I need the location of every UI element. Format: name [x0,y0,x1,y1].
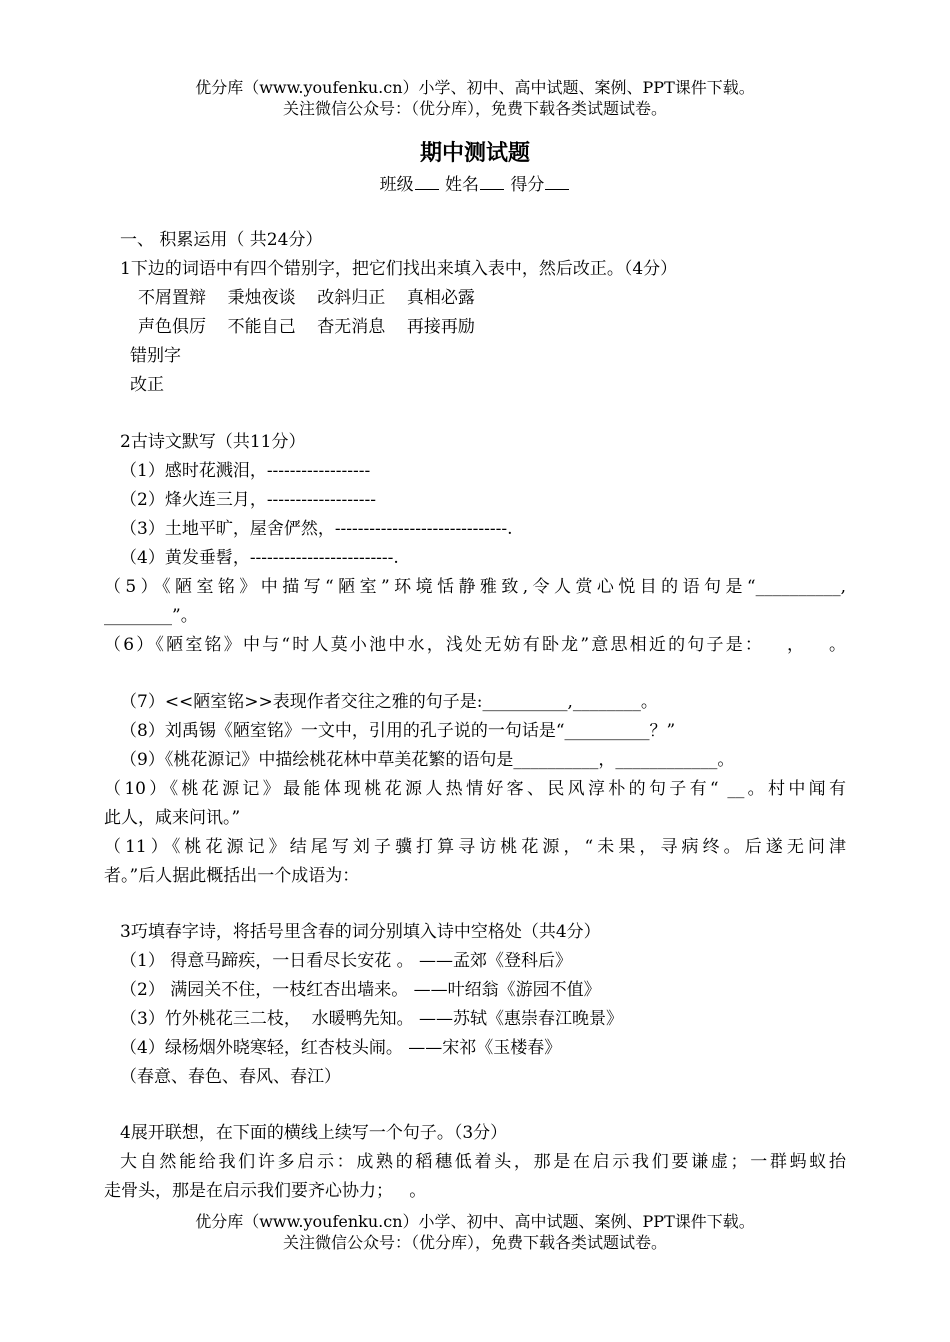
q3-line-1: （1） 得意马蹄疾，一日看尽长安花 。 ——孟郊《登科后》 [120,951,573,971]
q3-line-4: （4）绿杨烟外晓寒轻，红杏枝头闹。 ——宋祁《玉楼春》 [120,1038,562,1058]
class-blank [415,172,439,190]
q2-line-5b: ________”。 [104,606,198,626]
q2-line-10b: 此人，咸来问讯。” [104,808,241,828]
name-label: 姓名 [445,175,479,195]
q2-line-4: （4）黄发垂髫，-------------------------. [120,548,399,568]
q2-line-9: （9）《桃花源记》中描绘桃花林中草美花繁的语句是__________，____________。 [120,750,735,770]
q2-line-10a: （10）《桃花源记》最能体现桃花源人热情好客、民风淳朴的句子有“ __。村中闻有 [104,779,846,799]
q3-prompt: 3巧填春字诗，将括号里含春的词分别填入诗中空格处（共4分） [120,922,601,942]
page-title: 期中测试题 [419,141,530,166]
q1-label-fix: 改正 [130,375,164,395]
q2-line-1: （1）感时花溅泪，------------------ [120,461,371,481]
q2-line-11a: （11）《桃花源记》结尾写刘子骥打算寻访桃花源，“未果，寻病终。后遂无问津 [104,837,846,857]
q2-line-2: （2）烽火连三月，------------------- [120,490,376,510]
name-blank [480,172,504,190]
q2-line-6: （6）《陋室铭》中与“时人莫小池中水，浅处无妨有卧龙”意思相近的句子是： ， 。 [104,635,846,655]
q1-prompt: 1下边的词语中有四个错别字，把它们找出来填入表中，然后改正。（4分） [120,259,678,279]
q3-options: （春意、春色、春风、春江） [120,1067,341,1087]
q2-line-7: （7）<<陋室铭>>表现作者交往之雅的句子是:__________,________。 [120,692,658,712]
class-label: 班级 [379,175,414,195]
q4-text-b: 走骨头，那是在启示我们要齐心协力； 。 [104,1181,427,1201]
section-heading: 一、 积累运用（ 共24分） [120,230,323,250]
footer-line-2: 关注微信公众号：（优分库），免费下载各类试题试卷。 [282,1233,667,1252]
q3-line-3: （3）竹外桃花三二枝， 水暖鸭先知。 ——苏轼《惠崇春江晚景》 [120,1009,624,1029]
score-label: 得分 [510,175,545,195]
q2-line-11b: 者。”后人据此概括出一个成语为： [104,866,360,886]
q1-label-wrong: 错别字 [130,346,181,366]
student-info-line [0,172,950,196]
q3-line-2: （2） 满园关不住，一枝红杏出墙来。 ——叶绍翁《游园不值》 [120,980,601,1000]
header-line-2: 关注微信公众号：（优分库），免费下载各类试题试卷。 [282,99,667,118]
q2-line-8: （8）刘禹锡《陋室铭》一文中，引用的孔子说的一句话是“__________？” [120,721,676,741]
score-blank [545,172,569,190]
q4-text-a: 大自然能给我们许多启示：成熟的稻穗低着头，那是在启示我们要谦虚；一群蚂蚁抬 [120,1152,846,1172]
q2-line-5a: （5）《陋室铭》中描写“陋室”环境恬静雅致,令人赏心悦目的语句是“__________, [104,577,846,597]
footer-line-1: 优分库（www.youfenku.cn）小学、初中、高中试题、案例、PPT课件下载。 [195,1212,755,1231]
q1-words-row-2: 声色俱厉 不能自己 杳无消息 再接再励 [138,317,475,337]
q1-words-row-1: 不屑置辩 秉烛夜谈 改斜归正 真相必露 [138,288,475,308]
q2-line-3: （3）土地平旷，屋舍俨然，------------------------------. [120,519,513,539]
q4-prompt: 4展开联想，在下面的横线上续写一个句子。（3分） [120,1123,508,1143]
header-line-1: 优分库（www.youfenku.cn）小学、初中、高中试题、案例、PPT课件下载。 [195,78,755,97]
q2-prompt: 2古诗文默写（共11分） [120,432,306,452]
